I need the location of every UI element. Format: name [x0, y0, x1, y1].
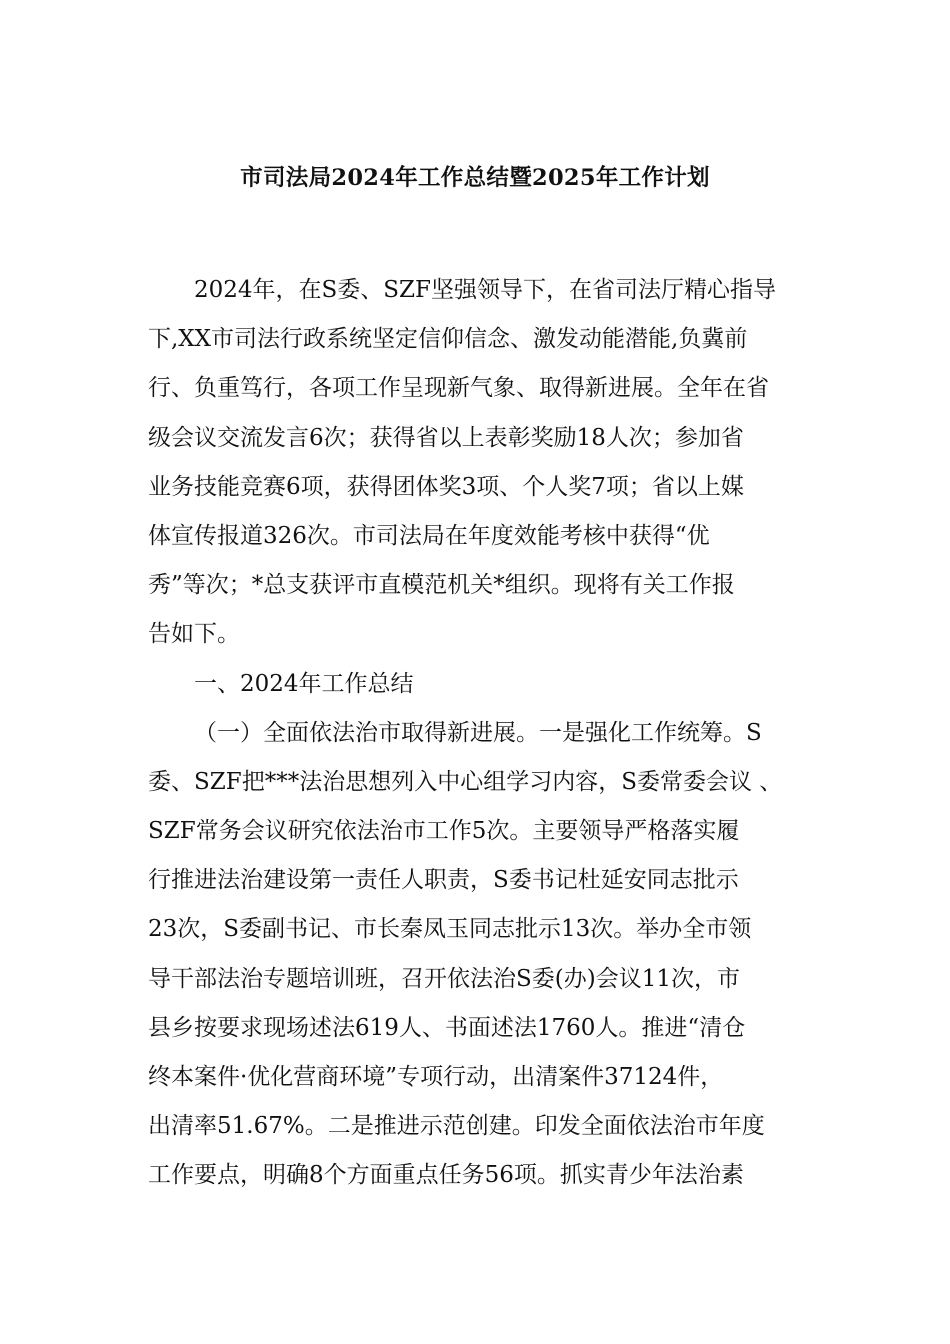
paragraph-line: 工作要点，明确8个方面重点任务56项。抓实青少年法治素	[148, 1162, 744, 1189]
paragraph-line: 2024年，在S委、SZF坚强领导下，在省司法厅精心指导	[194, 277, 776, 303]
paragraph-line: 终本案件·优化营商环境”专项行动，出清案件37124件，	[148, 1064, 724, 1090]
paragraph-line: 秀”等次；*总支获评市直模范机关*组织。现将有关工作报	[148, 572, 735, 599]
paragraph-line: 体宣传报道326次。市司法局在年度效能考核中获得“优	[148, 522, 710, 549]
paragraph-line: （一）全面依法治市取得新进展。一是强化工作统筹。S	[194, 719, 762, 746]
paragraph-line: 业务技能竞赛6项，获得团体奖3项、个人奖7项；省以上媒	[148, 473, 744, 500]
paragraph-line: 下,XX市司法行政系统坚定信仰信念、激发动能潜能,负冀前	[148, 326, 748, 353]
document-body	[148, 266, 813, 1201]
paragraph-line: 级会议交流发言6次；获得省以上表彰奖励18人次；参加省	[148, 424, 744, 451]
paragraph-line: 行、负重笃行，各项工作呈现新气象、取得新进展。全年在省	[148, 375, 769, 402]
paragraph-line: 出清率51.67%。二是推进示范创建。印发全面依法治市年度	[148, 1113, 765, 1140]
section-heading: 一、2024年工作总结	[194, 670, 414, 697]
document-title: 市司法局2024年工作总结暨2025年工作计划	[240, 165, 710, 191]
paragraph-line: 导干部法治专题培训班，召开依法治S委(办)会议11次，市	[148, 965, 740, 992]
paragraph-line: 告如下。	[148, 621, 240, 648]
paragraph-line: SZF常务会议研究依法治市工作5次。主要领导严格落实履	[148, 818, 740, 845]
paragraph-line: 县乡按要求现场述法619人、书面述法1760人。推进“清仓	[148, 1014, 746, 1041]
paragraph-line: 行推进法治建设第一责任人职责，S委书记杜延安同志批示	[148, 867, 739, 894]
paragraph-line: 23次，S委副书记、市长秦凤玉同志批示13次。举办全市领	[148, 916, 752, 943]
paragraph-line: 委、SZF把***法治思想列入中心组学习内容，S委常委会议 、	[148, 768, 783, 795]
